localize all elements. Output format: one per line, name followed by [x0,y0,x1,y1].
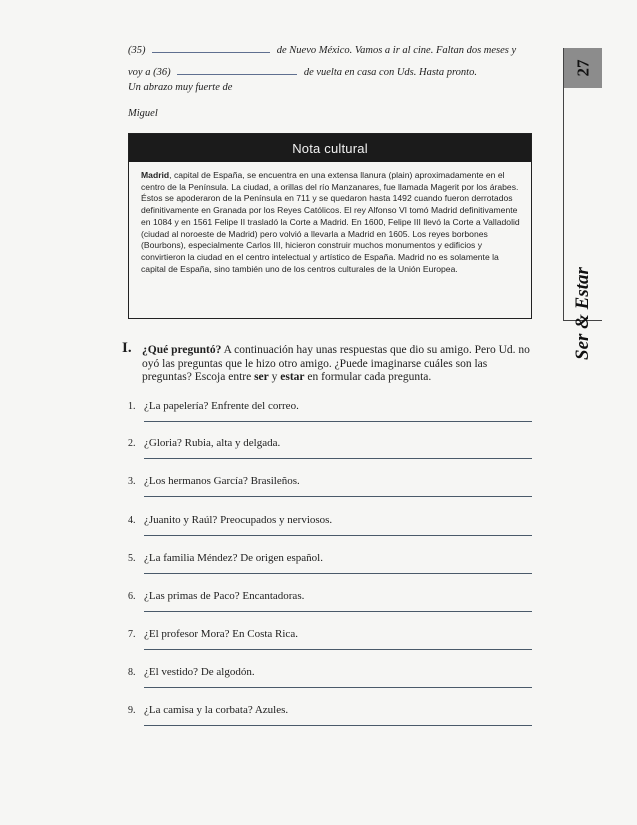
answer-line[interactable] [144,725,532,726]
item-prompt: ¿El profesor Mora? En Costa Rica. [144,628,298,640]
answer-line[interactable] [144,611,532,612]
chapter-side-tab [563,48,602,360]
letter-line-2-text: de vuelta en casa con Uds. Hasta pronto. [303,67,477,78]
item-number: 6. [128,591,136,602]
page-number-box [564,48,602,88]
blank-number-36: voy a (36) [128,67,171,78]
item-number: 2. [128,438,136,449]
item-number: 8. [128,667,136,678]
exercise-instructions [142,344,534,385]
chapter-title: Ser & Estar [572,267,593,360]
exercise-number: I. [122,340,132,356]
nota-cultural-text [129,162,531,275]
answer-line[interactable] [144,573,532,574]
page-number: 27 [573,59,592,77]
item-prompt: ¿El vestido? De algodón. [144,666,255,678]
instructions-part-2: en formular cada pregunta. [304,371,432,383]
blank-number-35: (35) [128,45,146,56]
item-number: 1. [128,401,136,412]
exercise-title: ¿Qué preguntó? [142,344,222,356]
blank-36[interactable] [177,64,297,75]
nota-cultural-box [128,133,532,319]
item-number: 5. [128,553,136,564]
item-prompt: ¿La papelería? Enfrente del correo. [144,400,299,412]
item-number: 4. [128,515,136,526]
nota-lead-word: Madrid [141,170,170,180]
answer-line[interactable] [144,496,532,497]
answer-line[interactable] [144,687,532,688]
keyword-estar: estar [280,371,305,383]
item-number: 9. [128,705,136,716]
answer-line[interactable] [144,535,532,536]
letter-signature: Miguel [128,108,158,119]
instructions-and: y [268,371,281,383]
letter-closing: Un abrazo muy fuerte de [128,82,233,93]
letter-line-2 [128,64,477,78]
item-prompt: ¿Juanito y Raúl? Preocupados y nerviosos. [144,514,333,526]
letter-line-1-text: de Nuevo México. Vamos a ir al cine. Faltan dos meses y [276,45,517,56]
keyword-ser: ser [254,371,269,383]
item-prompt: ¿Las primas de Paco? Encantadoras. [144,590,305,602]
answer-line[interactable] [144,421,532,422]
answer-line[interactable] [144,649,532,650]
blank-35[interactable] [152,42,270,53]
item-prompt: ¿Gloria? Rubia, alta y delgada. [144,437,281,449]
item-prompt: ¿La camisa y la corbata? Azules. [144,704,289,716]
item-prompt: ¿La familia Méndez? De origen español. [144,552,323,564]
nota-cultural-title: Nota cultural [129,134,531,162]
item-number: 7. [128,629,136,640]
item-prompt: ¿Los hermanos García? Brasileños. [144,475,300,487]
instructions-part-1: A continuación hay unas respuestas que dio su amigo. Pero Ud. no oyó las preguntas que le hizo otro amigo. ¿Puede imaginarse cuáles son las preguntas? Escoja entre [142,344,530,383]
nota-body-text: , capital de España, se encuentra en una extensa llanura (plain) aproximadamente en el centro de la Península. La ciudad, a orillas del río Manzanares, fue llamada Magerit por los árabes. Éstos se apoderaron de la Península en 711 y se quedaron hasta 1492 cuando fueron derrotados definitivamente en Granada por los Reyes Católicos. El rey Alfonso VI tomó Madrid definitivamente en 1084 y en 1561 Felipe II trasladó la Corte a Madrid. En 1600, Felipe III llevó la Corte a Valladolid (ciudad al noroeste de Madrid) pero volvió a llevarla a Madrid en 1605. Los reyes borbones (Bourbons), especialmente Carlos III, hicieron construir muchos monumentos y edificios y convirtieron la ciudad en el centro intelectual y artístico de España. Madrid no es solamente la capital de España, sino también uno de los centros culturales de la Unión Europea. [141,170,520,274]
letter-line-1 [128,42,516,56]
item-number: 3. [128,476,136,487]
answer-line[interactable] [144,458,532,459]
